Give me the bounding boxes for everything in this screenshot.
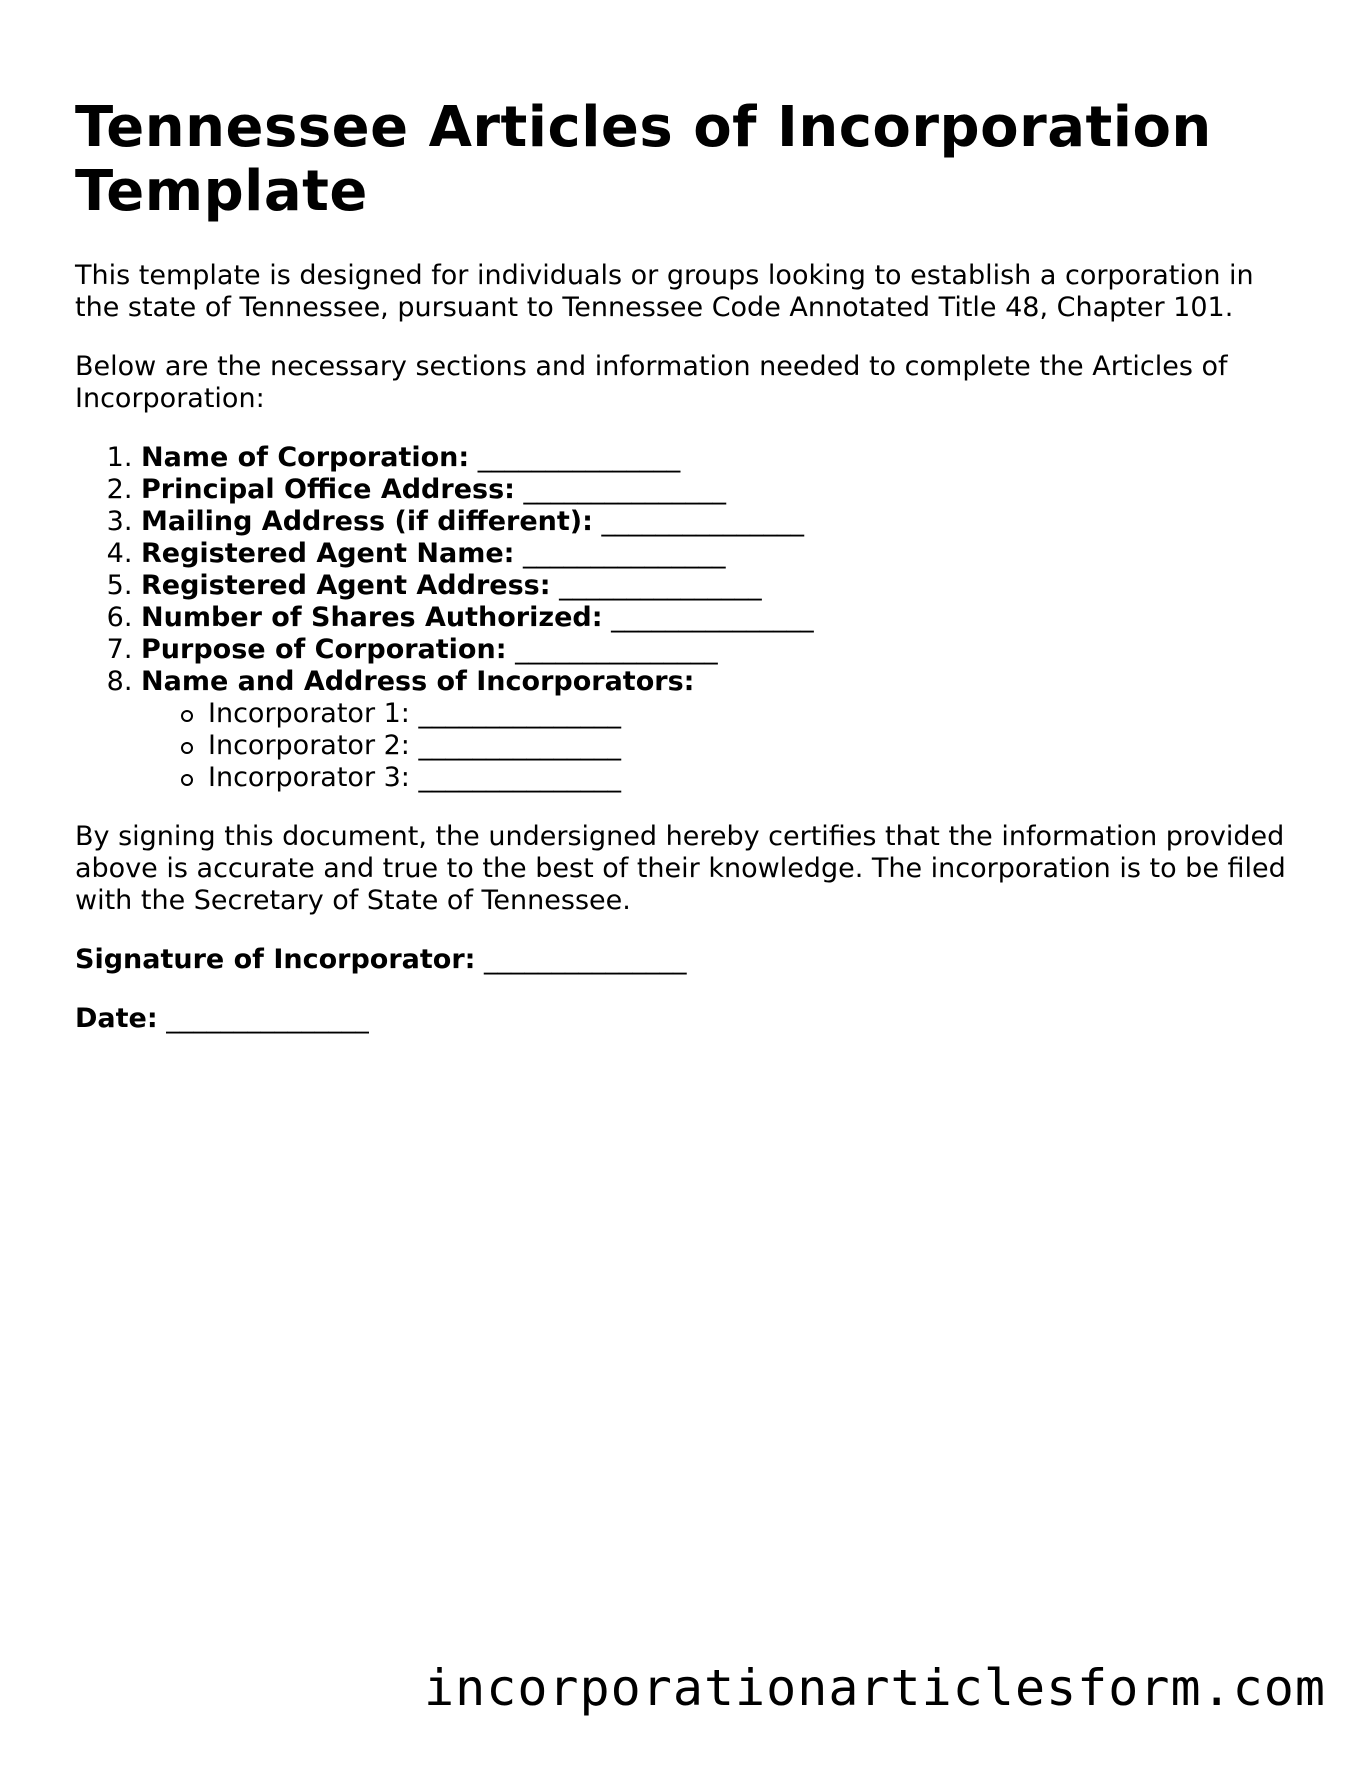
blank-line: _______________ [166,1003,369,1034]
date-line [75,1003,1300,1035]
blank-line: _______________ [611,602,814,633]
blank-line: _______________ [559,570,762,601]
page-title: Tennessee Articles of Incorporation Template [75,95,1212,224]
blank-line: _______________ [523,474,727,505]
section-label: Registered Agent Address: [141,570,551,601]
section-item-agent-name [141,538,1300,570]
blank-line: _______________ [418,730,622,761]
document-page [75,96,1300,1035]
section-label: Purpose of Corporation: [141,634,507,665]
section-item-principal-office [141,474,1300,506]
section-item-purpose [141,634,1300,666]
blank-line: _______________ [477,442,681,473]
incorporator-label: Incorporator 3: [208,762,410,793]
blank-line: _______________ [601,506,805,537]
signature-label: Signature of Incorporator: [75,944,476,975]
blank-line: _______________ [418,698,622,729]
signature-line [75,944,1300,976]
blank-line: _______________ [523,538,726,569]
incorporators-list [141,698,1300,794]
instructions-paragraph: Below are the necessary sections and information needed to complete the Articles of Incorporation: [75,351,1228,414]
certification-paragraph: By signing this document, the undersigned hereby certifies that the information provided above is accurate and true to the best of their knowledge. The incorporation is to be filed with the Secretary of State of Tennessee. [75,821,1286,916]
section-item-mailing-address [141,506,1300,538]
section-label: Number of Shares Authorized: [141,602,603,633]
incorporator-item [208,698,1300,730]
section-label: Principal Office Address: [141,474,515,505]
section-label: Name and Address of Incorporators: [141,666,695,697]
section-item-incorporators [141,666,1300,794]
site-watermark: incorporationarticlesform.com [424,1659,1326,1717]
section-item-agent-address [141,570,1300,602]
intro-paragraph: This template is designed for individuals or groups looking to establish a corporation in the state of Tennessee, pursuant to Tennessee Code Annotated Title 48, Chapter 101. [75,260,1254,323]
sections-list [75,442,1300,794]
incorporator-item [208,762,1300,794]
section-label: Name of Corporation: [141,442,470,473]
incorporator-label: Incorporator 2: [208,730,410,761]
incorporator-item [208,730,1300,762]
date-label: Date: [75,1003,158,1034]
section-item-shares [141,602,1300,634]
section-label: Mailing Address (if different): [141,506,593,537]
blank-line: _______________ [484,944,687,975]
blank-line: _______________ [418,762,622,793]
blank-line: _______________ [515,634,718,665]
section-item-name [141,442,1300,474]
incorporator-label: Incorporator 1: [208,698,410,729]
section-label: Registered Agent Name: [141,538,515,569]
